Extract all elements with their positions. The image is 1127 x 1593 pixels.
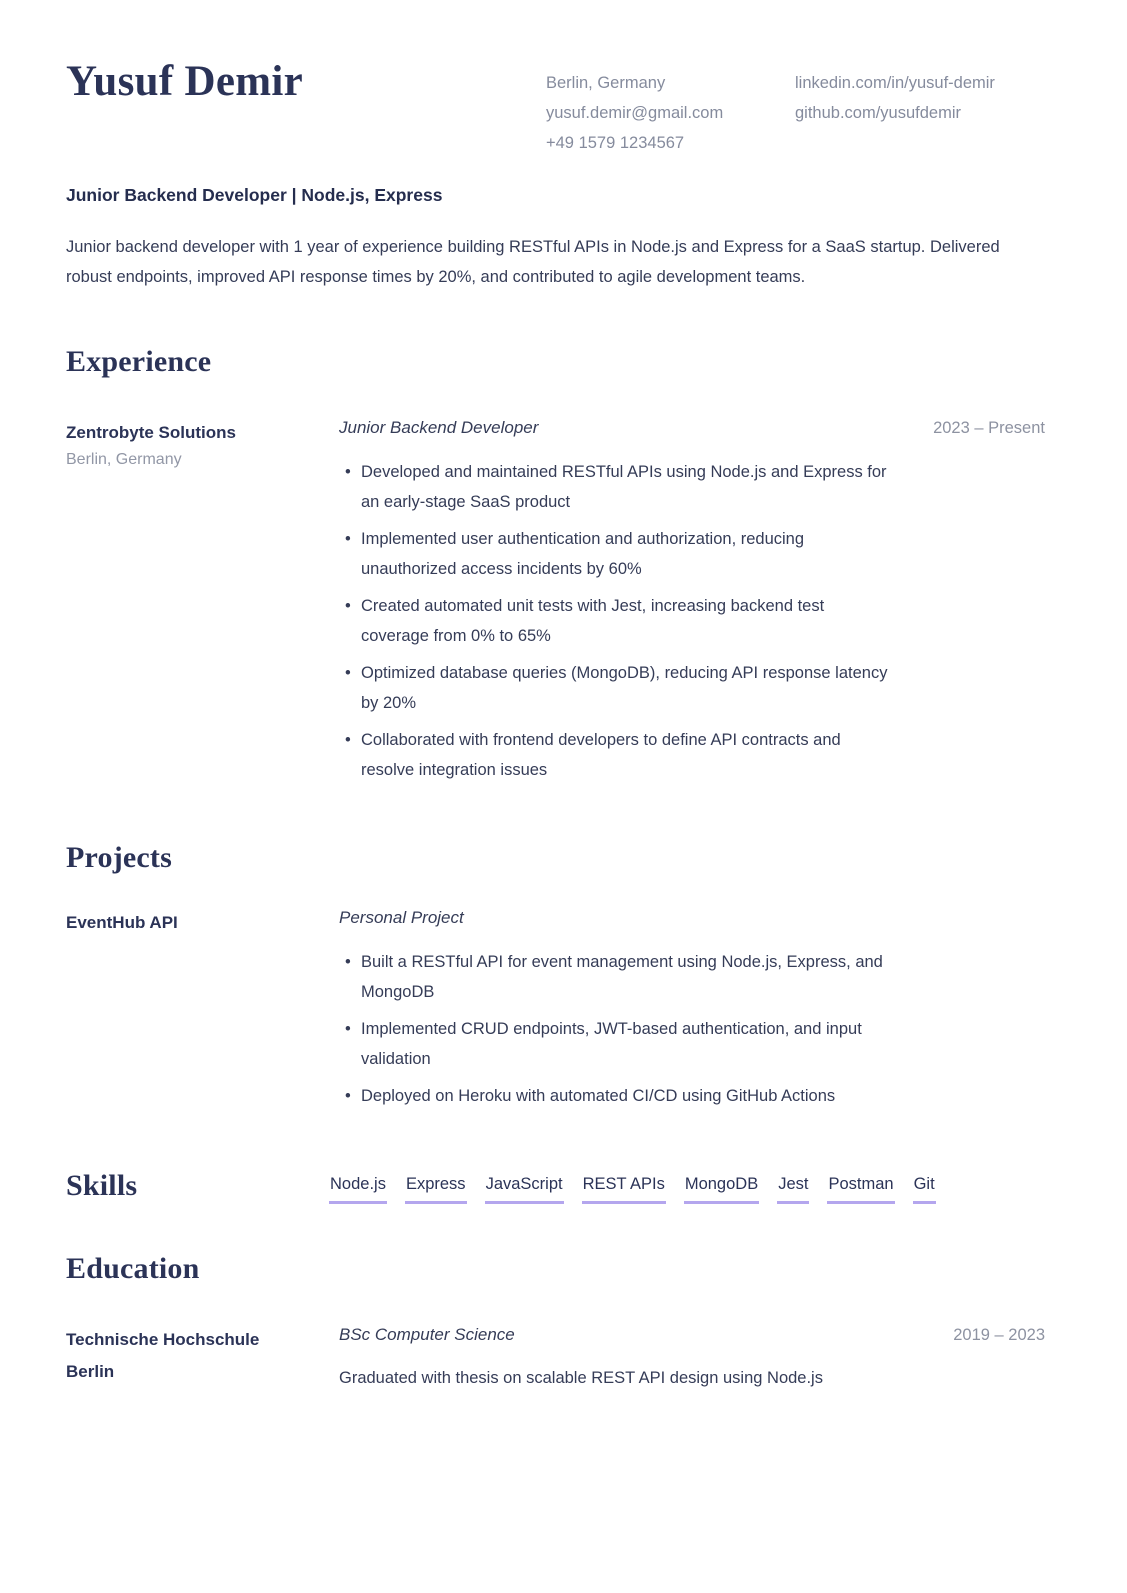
contact-column-1 — [546, 68, 795, 158]
contact-column-2 — [795, 68, 1045, 128]
skill-tag: Node.js — [329, 1175, 387, 1204]
project-bullet-list — [339, 947, 895, 1111]
skill-tag: Jest — [777, 1175, 809, 1204]
summary-paragraph: Junior backend developer with 1 year of experience building RESTful APIs in Node.js and Express for a SaaS startup. Delivered robust endpoints, improved API response times by 20%, and contributed to agile development teams. — [66, 238, 1000, 286]
skills-list — [329, 1166, 1045, 1204]
project-entry-left — [66, 907, 339, 939]
skill-tag: Express — [405, 1175, 467, 1204]
project-bullet: • Implemented CRUD endpoints, JWT-based authentication, and input validation — [361, 1014, 895, 1074]
section-heading-projects: Projects — [66, 841, 172, 874]
education-entry — [66, 1324, 1045, 1393]
experience-bullet: • Optimized database queries (MongoDB), reducing API response latency by 20% — [361, 658, 895, 718]
skill-tag: JavaScript — [485, 1175, 564, 1204]
education-note: Graduated with thesis on scalable REST API design using Node.js — [339, 1369, 823, 1387]
experience-bullet-list — [339, 457, 895, 785]
experience-bullet: • Collaborated with frontend developers to define API contracts and resolve integration issues — [361, 725, 895, 785]
contact-line: linkedin.com/in/yusuf-demir — [795, 74, 995, 92]
section-heading-skills: Skills — [66, 1169, 138, 1202]
education-dates: 2019 – 2023 — [953, 1326, 1045, 1344]
section-skills — [66, 1166, 1045, 1205]
project-bullet: • Built a RESTful API for event management using Node.js, Express, and MongoDB — [361, 947, 895, 1007]
skill-tag: Postman — [827, 1175, 894, 1204]
section-experience — [66, 342, 1045, 792]
experience-entry-left — [66, 417, 339, 469]
project-type: Personal Project — [339, 908, 464, 927]
header — [66, 58, 1045, 158]
school-name: Technische Hochschule Berlin — [66, 1330, 260, 1381]
education-entry-left — [66, 1324, 339, 1388]
project-name: EventHub API — [66, 913, 178, 932]
section-education — [66, 1249, 1045, 1393]
section-heading-education: Education — [66, 1252, 200, 1285]
experience-entry — [66, 417, 1045, 792]
skill-tag: MongoDB — [684, 1175, 759, 1204]
experience-entry-main — [339, 417, 895, 792]
company-name: Zentrobyte Solutions — [66, 423, 236, 442]
job-title: Junior Backend Developer — [339, 418, 539, 437]
degree-title: BSc Computer Science — [339, 1325, 515, 1344]
project-entry-main — [339, 907, 895, 1118]
job-dates: 2023 – Present — [933, 419, 1045, 437]
experience-bullet: • Created automated unit tests with Jest, increasing backend test coverage from 0% to 65% — [361, 591, 895, 651]
skill-tag: REST APIs — [582, 1175, 666, 1204]
contact-line: +49 1579 1234567 — [546, 134, 685, 152]
experience-bullet: • Implemented user authentication and authorization, reducing unauthorized access incidents by 60% — [361, 524, 895, 584]
section-heading-experience: Experience — [66, 345, 212, 378]
project-bullet: • Deployed on Heroku with automated CI/CD using GitHub Actions — [361, 1081, 895, 1111]
skill-tag: Git — [913, 1175, 936, 1204]
project-entry — [66, 907, 1045, 1118]
education-entry-main — [339, 1324, 895, 1393]
experience-bullet: • Developed and maintained RESTful APIs using Node.js and Express for an early-stage SaaS product — [361, 457, 895, 517]
contact-line: yusuf.demir@gmail.com — [546, 104, 724, 122]
section-projects — [66, 838, 1045, 1118]
headline: Junior Backend Developer | Node.js, Express — [66, 185, 443, 205]
contact-line: Berlin, Germany — [546, 74, 666, 92]
person-name: Yusuf Demir — [66, 58, 304, 105]
company-location: Berlin, Germany — [66, 451, 182, 468]
contact-line: github.com/yusufdemir — [795, 104, 961, 122]
